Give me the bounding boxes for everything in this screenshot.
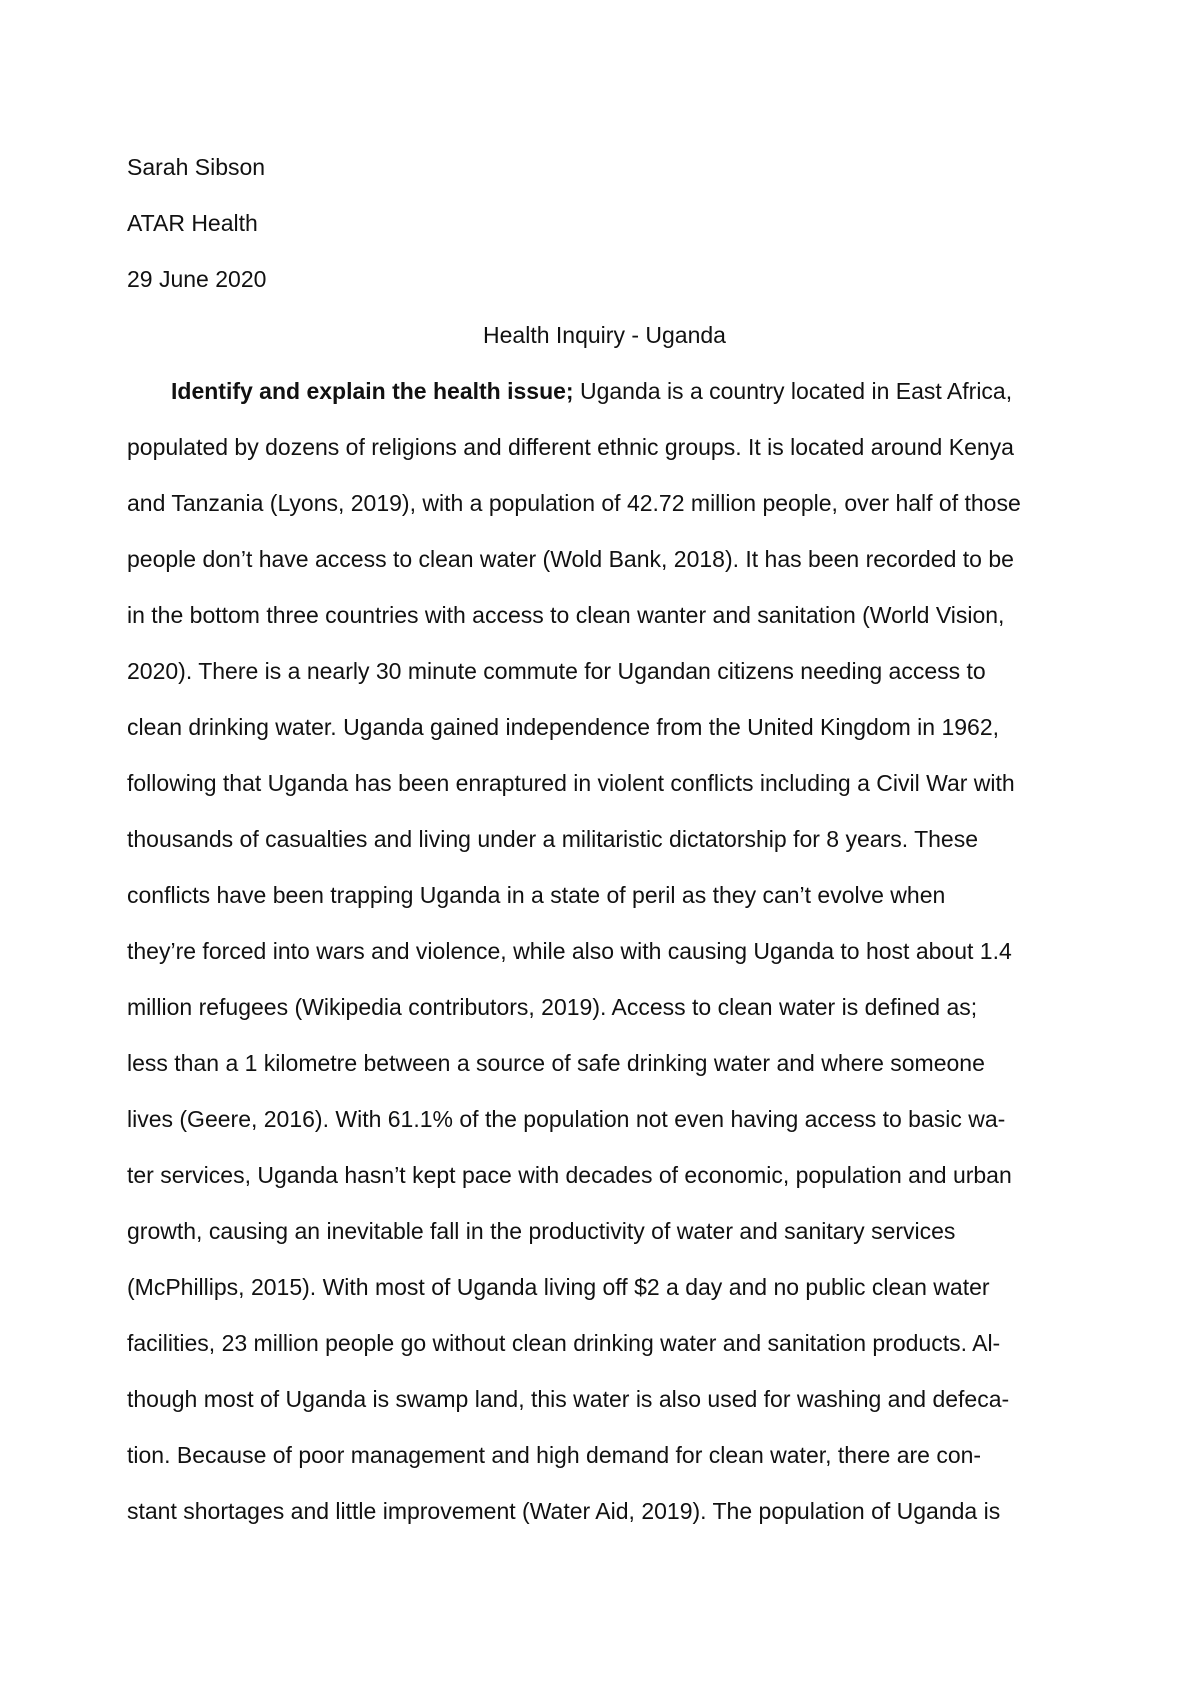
body-line: less than a 1 kilometre between a source of safe drinking water and where someone xyxy=(127,1050,985,1076)
course-name: ATAR Health xyxy=(127,210,258,236)
body-line: million refugees (Wikipedia contributors, 2019). Access to clean water is defined as; xyxy=(127,994,978,1020)
document-title: Health Inquiry - Uganda xyxy=(483,322,726,348)
body-line: tion. Because of poor management and high demand for clean water, there are con- xyxy=(127,1442,982,1468)
document-content xyxy=(127,139,1082,1539)
body-line: facilities, 23 million people go without clean drinking water and sanitation products. Al- xyxy=(127,1330,1001,1356)
document-date: 29 June 2020 xyxy=(127,266,267,292)
body-line: people don’t have access to clean water (Wold Bank, 2018). It has been recorded to be xyxy=(127,546,1014,572)
body-line: in the bottom three countries with access to clean wanter and sanitation (World Vision, xyxy=(127,602,1005,628)
body-line: though most of Uganda is swamp land, this water is also used for washing and defeca- xyxy=(127,1386,1010,1412)
body-line: populated by dozens of religions and different ethnic groups. It is located around Kenya xyxy=(127,434,1014,460)
body-line: 2020). There is a nearly 30 minute commute for Ugandan citizens needing access to xyxy=(127,658,986,684)
body-line xyxy=(127,363,1082,419)
body-line-text: Uganda is a country located in East Africa, xyxy=(573,378,1013,404)
body-line: they’re forced into wars and violence, while also with causing Uganda to host about 1.4 xyxy=(127,938,1012,964)
body-line: following that Uganda has been enraptured in violent conflicts including a Civil War with xyxy=(127,770,1015,796)
body-line: stant shortages and little improvement (Water Aid, 2019). The population of Uganda is xyxy=(127,1498,1001,1524)
lead-heading: Identify and explain the health issue; xyxy=(171,378,574,404)
body-line: clean drinking water. Uganda gained independence from the United Kingdom in 1962, xyxy=(127,714,1000,740)
body-line: conflicts have been trapping Uganda in a state of peril as they can’t evolve when xyxy=(127,882,946,908)
body-line: growth, causing an inevitable fall in the productivity of water and sanitary services xyxy=(127,1218,956,1244)
author-name: Sarah Sibson xyxy=(127,154,266,180)
body-line: thousands of casualties and living under a militaristic dictatorship for 8 years. These xyxy=(127,826,979,852)
body-line: and Tanzania (Lyons, 2019), with a population of 42.72 million people, over half of those xyxy=(127,490,1021,516)
body-line: lives (Geere, 2016). With 61.1% of the population not even having access to basic wa- xyxy=(127,1106,1006,1132)
body-line: ter services, Uganda hasn’t kept pace with decades of economic, population and urban xyxy=(127,1162,1012,1188)
body-line: (McPhillips, 2015). With most of Uganda living off $2 a day and no public clean water xyxy=(127,1274,990,1300)
